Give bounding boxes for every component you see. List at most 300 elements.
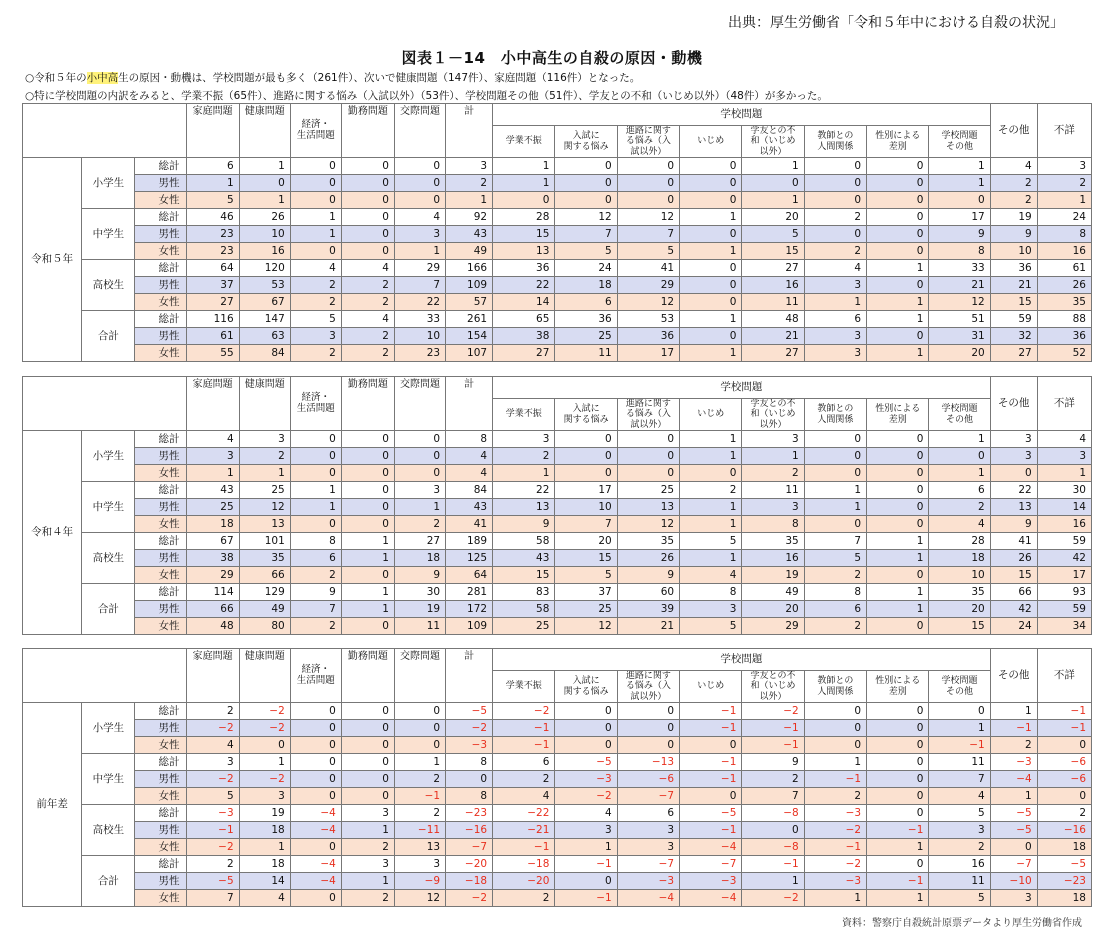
table-cell: 0 xyxy=(867,499,929,516)
table-cell: 1 xyxy=(680,345,742,362)
table-cell: 9 xyxy=(929,226,990,243)
table-cell: 51 xyxy=(929,311,990,328)
table-cell: 5 xyxy=(290,311,341,328)
table-cell: 0 xyxy=(804,737,866,754)
table-cell: 49 xyxy=(239,601,290,618)
table-cell: 16 xyxy=(742,277,804,294)
table-cell: 129 xyxy=(239,584,290,601)
table-cell: 36 xyxy=(990,260,1037,277)
table-cell: 42 xyxy=(1037,550,1091,567)
table-cell: 0 xyxy=(290,788,341,805)
table-cell: 22 xyxy=(394,294,445,311)
table-cell: −2 xyxy=(186,771,239,788)
table-cell: 0 xyxy=(290,839,341,856)
table-cell: −16 xyxy=(446,822,493,839)
row-label: 男性 xyxy=(135,175,186,192)
table-cell: 13 xyxy=(493,499,555,516)
table-cell: 3 xyxy=(742,499,804,516)
table-row xyxy=(23,567,1092,584)
table-cell: 0 xyxy=(394,431,445,448)
table-cell: −23 xyxy=(1037,873,1091,890)
table-cell: 7 xyxy=(555,226,617,243)
table-cell: 4 xyxy=(929,788,990,805)
table-cell: 53 xyxy=(239,277,290,294)
table-cell: 0 xyxy=(929,703,990,720)
table-cell: 1 xyxy=(493,465,555,482)
table-cell: 9 xyxy=(990,226,1037,243)
table-cell: 12 xyxy=(929,294,990,311)
table-cell: −4 xyxy=(617,890,679,907)
table-cell: 0 xyxy=(555,431,617,448)
table-cell: 0 xyxy=(867,448,929,465)
table-cell: 3 xyxy=(617,822,679,839)
column-header: 経済・ 生活問題 xyxy=(290,649,341,703)
table-cell: 26 xyxy=(617,550,679,567)
table-cell: 1 xyxy=(341,873,394,890)
table-cell: 5 xyxy=(742,226,804,243)
column-header-school-sub: 学校問題 その他 xyxy=(929,399,990,431)
table-cell: 0 xyxy=(290,703,341,720)
table-cell: 46 xyxy=(186,209,239,226)
table-cell: 0 xyxy=(290,175,341,192)
table-cell: 13 xyxy=(617,499,679,516)
column-header: その他 xyxy=(990,104,1037,158)
table-cell: 52 xyxy=(1037,345,1091,362)
table-cell: 3 xyxy=(680,601,742,618)
table-cell: 0 xyxy=(617,465,679,482)
table-cell: 0 xyxy=(341,175,394,192)
table-cell: −13 xyxy=(617,754,679,771)
table-cell: 2 xyxy=(290,294,341,311)
table-cell: 26 xyxy=(990,550,1037,567)
table-cell: 24 xyxy=(555,260,617,277)
table-cell: −1 xyxy=(555,890,617,907)
note1-text-after: 生の原因・動機は、学校問題が最も多く（261件）、次いで健康問題（147件）、家庭問題（116件）となった。 xyxy=(118,72,641,84)
table-cell: 2 xyxy=(1037,175,1091,192)
table-cell: 12 xyxy=(617,516,679,533)
table-cell: 35 xyxy=(1037,294,1091,311)
table-cell: 1 xyxy=(680,209,742,226)
table-cell: 1 xyxy=(804,890,866,907)
table-cell: 1 xyxy=(742,448,804,465)
table-cell: 0 xyxy=(617,192,679,209)
row-label: 女性 xyxy=(135,345,186,362)
table-cell: 0 xyxy=(804,158,866,175)
table-cell: 2 xyxy=(446,175,493,192)
table-cell: 14 xyxy=(239,873,290,890)
table-cell: 3 xyxy=(341,805,394,822)
table-cell: 0 xyxy=(394,175,445,192)
table-cell: 8 xyxy=(1037,226,1091,243)
row-label: 女性 xyxy=(135,567,186,584)
table-cell: 3 xyxy=(804,277,866,294)
table-cell: 11 xyxy=(929,873,990,890)
table-cell: 0 xyxy=(742,175,804,192)
data-footnote: 資料：警察庁自殺統計原票データより厚生労働省作成 xyxy=(842,918,1082,929)
table-cell: 58 xyxy=(493,601,555,618)
table-cell: 28 xyxy=(929,533,990,550)
table-cell: 12 xyxy=(555,209,617,226)
table-cell: 27 xyxy=(742,260,804,277)
table-cell: 80 xyxy=(239,618,290,635)
section-label: 前年差 xyxy=(23,703,82,907)
table-cell: 0 xyxy=(341,618,394,635)
column-header-total: 計 xyxy=(446,649,493,703)
row-label: 総計 xyxy=(135,584,186,601)
table-cell: 8 xyxy=(290,533,341,550)
table-cell: 9 xyxy=(990,516,1037,533)
table-cell: −1 xyxy=(742,737,804,754)
table-cell: 1 xyxy=(394,243,445,260)
table-cell: 0 xyxy=(341,243,394,260)
table-cell: 0 xyxy=(680,175,742,192)
group-label: 合計 xyxy=(82,856,135,907)
table-cell: 3 xyxy=(341,856,394,873)
table-cell: 1 xyxy=(239,465,290,482)
row-label: 女性 xyxy=(135,294,186,311)
table-cell: 27 xyxy=(742,345,804,362)
table-cell: 7 xyxy=(290,601,341,618)
table-cell: −2 xyxy=(239,703,290,720)
table-cell: 0 xyxy=(867,737,929,754)
table-cell: 0 xyxy=(1037,737,1091,754)
table-cell: 14 xyxy=(1037,499,1091,516)
table-cell: 2 xyxy=(394,771,445,788)
cause-motive-table xyxy=(22,648,1092,907)
table-cell: 6 xyxy=(186,158,239,175)
table-cell: 13 xyxy=(239,516,290,533)
table-cell: 1 xyxy=(804,754,866,771)
table-row xyxy=(23,550,1092,567)
table-cell: 29 xyxy=(742,618,804,635)
table-cell: 0 xyxy=(617,431,679,448)
table-cell: 4 xyxy=(394,209,445,226)
table-cell: 10 xyxy=(555,499,617,516)
table-cell: 1 xyxy=(867,550,929,567)
table-cell: 35 xyxy=(617,533,679,550)
table-cell: 0 xyxy=(341,465,394,482)
table-cell: 109 xyxy=(446,277,493,294)
table-cell: 43 xyxy=(446,226,493,243)
row-label: 女性 xyxy=(135,243,186,260)
table-cell: 7 xyxy=(929,771,990,788)
table-cell: 15 xyxy=(555,550,617,567)
table-cell: 25 xyxy=(239,482,290,499)
table-cell: 0 xyxy=(867,431,929,448)
table-cell: 261 xyxy=(446,311,493,328)
table-cell: 2 xyxy=(341,890,394,907)
table-cell: 16 xyxy=(742,550,804,567)
table-cell: 1 xyxy=(186,175,239,192)
table-cell: 1 xyxy=(239,158,290,175)
table-cell: 7 xyxy=(617,226,679,243)
column-header-school-sub: 進路に関す る悩み（入 試以外） xyxy=(617,671,679,703)
table-cell: 34 xyxy=(1037,618,1091,635)
table-cell: 7 xyxy=(804,533,866,550)
table-cell: 3 xyxy=(617,839,679,856)
table-cell: 9 xyxy=(290,584,341,601)
table-cell: 16 xyxy=(1037,516,1091,533)
table-cell: 1 xyxy=(867,601,929,618)
table-cell: 0 xyxy=(680,192,742,209)
group-label: 合計 xyxy=(82,311,135,362)
table-cell: 109 xyxy=(446,618,493,635)
table-cell: 28 xyxy=(493,209,555,226)
table-cell: −4 xyxy=(290,805,341,822)
table-cell: 1 xyxy=(742,192,804,209)
table-cell: −2 xyxy=(742,703,804,720)
table-cell: 12 xyxy=(394,890,445,907)
column-header-school-sub: 学友との不 和（いじめ 以外） xyxy=(742,671,804,703)
table-cell: 64 xyxy=(186,260,239,277)
table-row xyxy=(23,226,1092,243)
table-cell: −11 xyxy=(394,822,445,839)
table-cell: 1 xyxy=(680,516,742,533)
table-cell: 92 xyxy=(446,209,493,226)
table-cell: −1 xyxy=(1037,720,1091,737)
table-cell: 0 xyxy=(867,192,929,209)
table-row xyxy=(23,601,1092,618)
table-cell: 0 xyxy=(867,226,929,243)
table-cell: 29 xyxy=(394,260,445,277)
table-cell: 1 xyxy=(929,158,990,175)
table-section xyxy=(22,648,1092,907)
table-cell: −3 xyxy=(680,873,742,890)
table-cell: 20 xyxy=(742,601,804,618)
row-label: 総計 xyxy=(135,158,186,175)
column-header-school-sub: 教師との 人間関係 xyxy=(804,671,866,703)
table-cell: 154 xyxy=(446,328,493,345)
table-cell: 18 xyxy=(1037,890,1091,907)
table-cell: 1 xyxy=(394,754,445,771)
column-header-school-sub: 学校問題 その他 xyxy=(929,126,990,158)
table-cell: 2 xyxy=(742,465,804,482)
table-cell: 0 xyxy=(867,516,929,533)
table-cell: −1 xyxy=(680,703,742,720)
table-cell: 25 xyxy=(555,601,617,618)
table-cell: 20 xyxy=(929,345,990,362)
table-cell: 0 xyxy=(394,465,445,482)
table-cell: 6 xyxy=(804,311,866,328)
table-cell: 24 xyxy=(990,618,1037,635)
table-cell: 12 xyxy=(239,499,290,516)
table-cell: 0 xyxy=(867,567,929,584)
column-header-school-sub: 学業不振 xyxy=(493,399,555,431)
group-label: 中学生 xyxy=(82,482,135,533)
table-cell: 2 xyxy=(290,345,341,362)
table-row xyxy=(23,260,1092,277)
table-cell: 0 xyxy=(867,158,929,175)
table-cell: −5 xyxy=(680,805,742,822)
table-cell: 8 xyxy=(804,584,866,601)
table-cell: 0 xyxy=(394,448,445,465)
table-cell: 0 xyxy=(555,703,617,720)
header-blank xyxy=(23,649,187,703)
table-cell: 41 xyxy=(617,260,679,277)
table-cell: 0 xyxy=(493,192,555,209)
column-header: 不詳 xyxy=(1037,104,1091,158)
table-cell: 29 xyxy=(617,277,679,294)
table-cell: 2 xyxy=(929,499,990,516)
table-cell: −1 xyxy=(493,720,555,737)
table-row xyxy=(23,788,1092,805)
table-cell: 12 xyxy=(617,209,679,226)
column-header-school-sub: 教師との 人間関係 xyxy=(804,126,866,158)
column-header-total: 計 xyxy=(446,377,493,431)
table-cell: −6 xyxy=(1037,754,1091,771)
column-header: 家庭問題 xyxy=(186,649,239,703)
table-cell: 1 xyxy=(394,499,445,516)
table-cell: 2 xyxy=(1037,805,1091,822)
table-cell: 9 xyxy=(394,567,445,584)
table-cell: 0 xyxy=(341,703,394,720)
table-cell: 1 xyxy=(867,839,929,856)
table-cell: 0 xyxy=(742,822,804,839)
column-header: その他 xyxy=(990,649,1037,703)
table-cell: 0 xyxy=(341,516,394,533)
table-cell: 1 xyxy=(804,482,866,499)
table-cell: 0 xyxy=(617,448,679,465)
table-cell: −1 xyxy=(867,873,929,890)
table-cell: 5 xyxy=(929,805,990,822)
table-cell: 8 xyxy=(446,754,493,771)
group-label: 高校生 xyxy=(82,805,135,856)
column-header: 健康問題 xyxy=(239,377,290,431)
table-cell: 0 xyxy=(680,260,742,277)
column-header-school-sub: 入試に 関する悩み xyxy=(555,671,617,703)
table-cell: 0 xyxy=(555,192,617,209)
table-cell: −2 xyxy=(555,788,617,805)
table-cell: −4 xyxy=(290,873,341,890)
table-row xyxy=(23,618,1092,635)
table-cell: 1 xyxy=(680,550,742,567)
table-cell: 172 xyxy=(446,601,493,618)
row-label: 女性 xyxy=(135,516,186,533)
table-row xyxy=(23,737,1092,754)
column-header: 家庭問題 xyxy=(186,104,239,158)
row-label: 総計 xyxy=(135,431,186,448)
group-label: 中学生 xyxy=(82,209,135,260)
column-header-school-sub: 教師との 人間関係 xyxy=(804,399,866,431)
table-cell: 20 xyxy=(929,601,990,618)
table-cell: 0 xyxy=(290,516,341,533)
table-cell: 1 xyxy=(742,158,804,175)
table-cell: 0 xyxy=(867,720,929,737)
table-cell: −18 xyxy=(493,856,555,873)
table-cell: −2 xyxy=(804,856,866,873)
table-cell: −20 xyxy=(493,873,555,890)
table-cell: 30 xyxy=(394,584,445,601)
table-cell: −2 xyxy=(493,703,555,720)
table-row xyxy=(23,465,1092,482)
table-cell: 11 xyxy=(929,754,990,771)
table-row xyxy=(23,839,1092,856)
column-header: その他 xyxy=(990,377,1037,431)
column-header: 不詳 xyxy=(1037,377,1091,431)
cause-motive-table xyxy=(22,376,1092,635)
table-cell: 0 xyxy=(617,703,679,720)
table-cell: −7 xyxy=(617,788,679,805)
table-cell: 1 xyxy=(804,499,866,516)
table-cell: 6 xyxy=(493,754,555,771)
table-cell: 0 xyxy=(290,465,341,482)
column-header-school-group: 学校問題 xyxy=(493,377,991,399)
table-cell: 2 xyxy=(186,856,239,873)
row-label: 男性 xyxy=(135,873,186,890)
table-cell: 25 xyxy=(493,618,555,635)
table-section xyxy=(22,376,1092,635)
table-cell: 19 xyxy=(394,601,445,618)
table-cell: 23 xyxy=(186,226,239,243)
table-cell: 7 xyxy=(394,277,445,294)
table-cell: −9 xyxy=(394,873,445,890)
table-cell: −7 xyxy=(680,856,742,873)
table-cell: 0 xyxy=(341,771,394,788)
table-cell: 7 xyxy=(186,890,239,907)
table-cell: 18 xyxy=(929,550,990,567)
row-label: 男性 xyxy=(135,550,186,567)
table-cell: −1 xyxy=(1037,703,1091,720)
table-cell: 1 xyxy=(493,158,555,175)
table-cell: 60 xyxy=(617,584,679,601)
cause-motive-table xyxy=(22,103,1092,362)
table-cell: 0 xyxy=(394,192,445,209)
table-cell: 16 xyxy=(1037,243,1091,260)
table-cell: 11 xyxy=(742,482,804,499)
row-label: 総計 xyxy=(135,209,186,226)
row-label: 女性 xyxy=(135,465,186,482)
table-cell: 61 xyxy=(1037,260,1091,277)
table-cell: 0 xyxy=(680,277,742,294)
table-cell: 0 xyxy=(290,720,341,737)
table-cell: 25 xyxy=(186,499,239,516)
table-cell: −10 xyxy=(990,873,1037,890)
table-cell: −4 xyxy=(290,822,341,839)
table-cell: 0 xyxy=(555,720,617,737)
table-row xyxy=(23,822,1092,839)
table-cell: 1 xyxy=(186,465,239,482)
group-label: 合計 xyxy=(82,584,135,635)
table-cell: 3 xyxy=(1037,158,1091,175)
table-cell: 4 xyxy=(1037,431,1091,448)
table-cell: −4 xyxy=(680,839,742,856)
group-label: 小学生 xyxy=(82,431,135,482)
table-cell: 27 xyxy=(186,294,239,311)
table-row xyxy=(23,277,1092,294)
table-row xyxy=(23,516,1092,533)
table-cell: 37 xyxy=(555,584,617,601)
table-cell: 48 xyxy=(186,618,239,635)
table-cell: 5 xyxy=(804,550,866,567)
table-cell: 1 xyxy=(290,226,341,243)
table-cell: 67 xyxy=(186,533,239,550)
table-cell: 3 xyxy=(1037,448,1091,465)
table-cell: 36 xyxy=(1037,328,1091,345)
table-cell: 18 xyxy=(1037,839,1091,856)
header-row xyxy=(23,104,1092,126)
table-cell: 2 xyxy=(290,567,341,584)
row-label: 総計 xyxy=(135,703,186,720)
table-cell: 8 xyxy=(742,516,804,533)
table-cell: 2 xyxy=(341,328,394,345)
group-label: 小学生 xyxy=(82,703,135,754)
table-cell: 83 xyxy=(493,584,555,601)
table-cell: 11 xyxy=(742,294,804,311)
table-cell: −7 xyxy=(990,856,1037,873)
table-cell: 4 xyxy=(186,737,239,754)
table-cell: 6 xyxy=(290,550,341,567)
table-cell: 2 xyxy=(239,448,290,465)
